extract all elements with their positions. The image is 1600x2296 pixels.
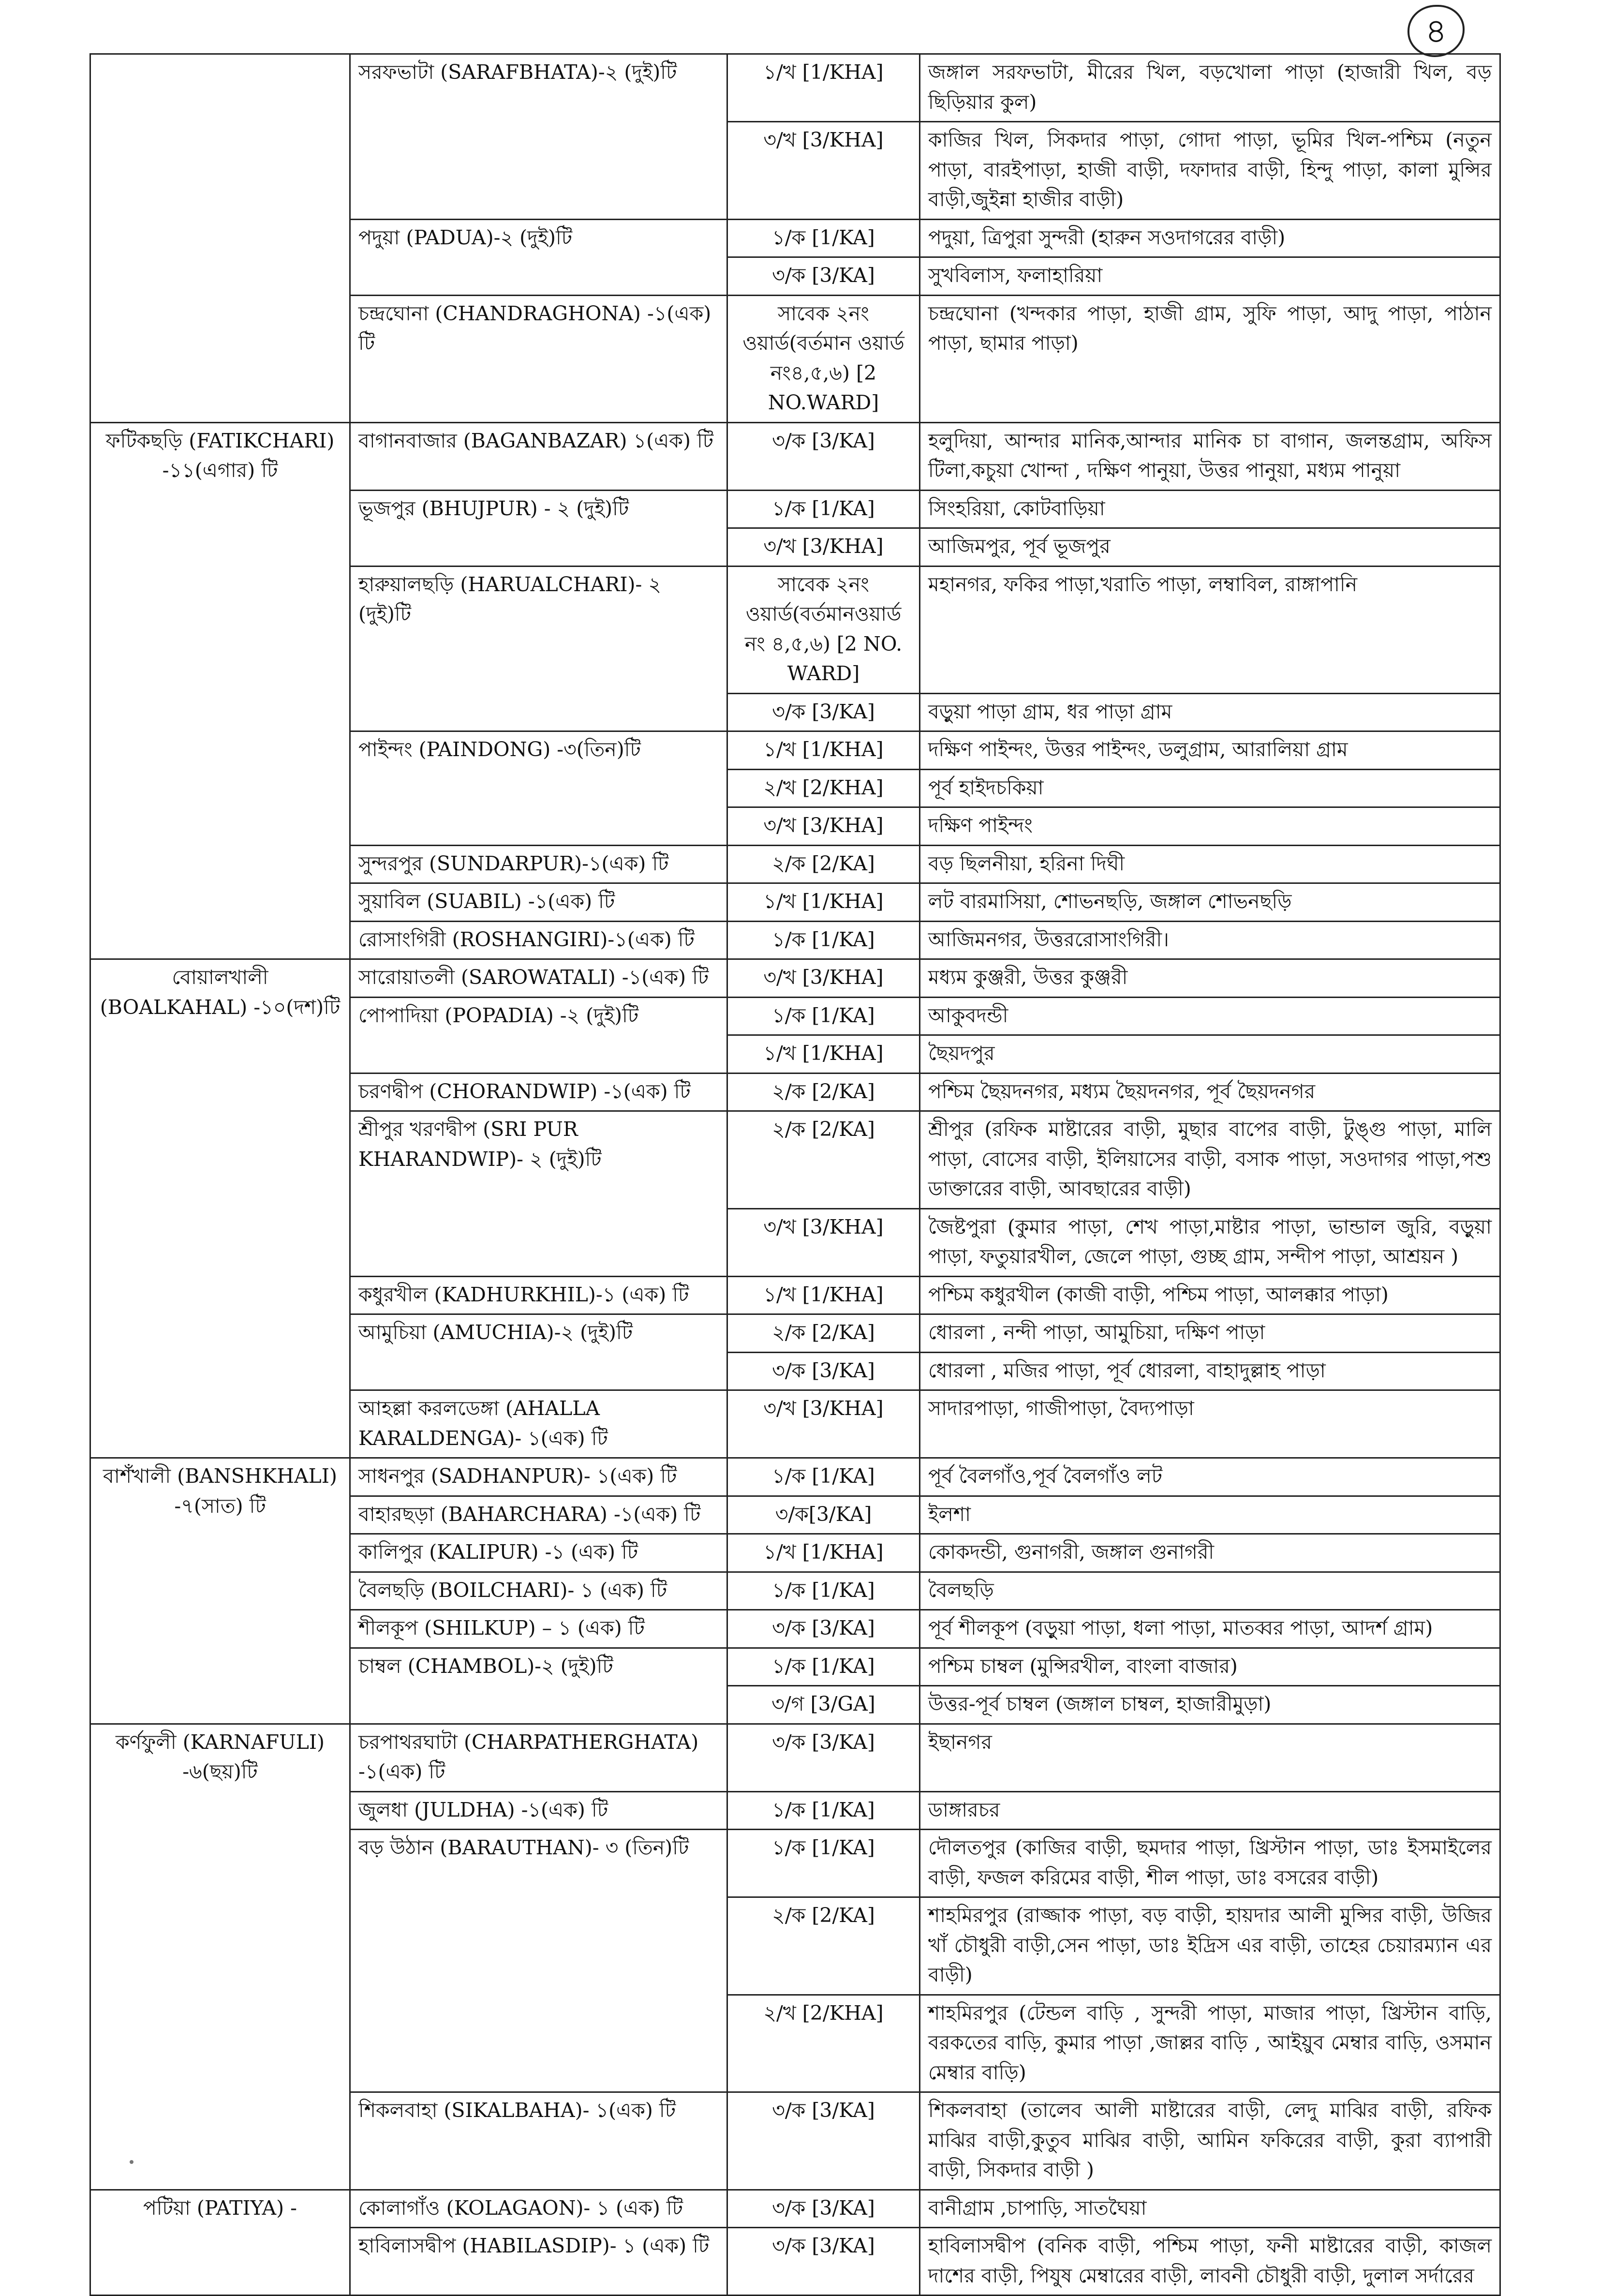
union-cell: পাইন্দং (PAINDONG) -৩(তিন)টি	[350, 731, 727, 846]
villages-cell: সুখবিলাস, ফলাহারিয়া	[920, 257, 1500, 296]
ward-cell: ১/ক [1/KA]	[727, 1830, 920, 1897]
union-cell: আহল্লা করলডেঙ্গা (AHALLA KARALDENGA)- ১(এক) টি	[350, 1390, 727, 1458]
upazila-cell: ফটিকছড়ি (FATIKCHARI) -১১(এগার) টি	[90, 422, 350, 959]
villages-cell: বড়ুয়া পাড়া গ্রাম, ধর পাড়া গ্রাম	[920, 693, 1500, 731]
union-cell: রোসাংগিরী (ROSHANGIRI)-১(এক) টি	[350, 921, 727, 959]
villages-cell: শ্রীপুর (রফিক মাষ্টারের বাড়ী, মুছার বাপের বাড়ী, টুঙ্গু পাড়া, মালি পাড়া, বোসের বাড়ী, ইলিয়াসের বাড়ী, বসাক পাড়া, সওদাগর পাড়া,পশু ডাক্তারের বাড়ী, আবছারের বাড়ী)	[920, 1111, 1500, 1209]
ward-cell: ১/ক [1/KA]	[727, 997, 920, 1035]
villages-cell: ইছানগর	[920, 1724, 1500, 1791]
villages-cell: পশ্চিম চাম্বল (মুন্সিরখীল, বাংলা বাজার)	[920, 1648, 1500, 1686]
villages-cell: পূর্ব শীলকূপ (বড়ুয়া পাড়া, ধলা পাড়া, মাতব্বর পাড়া, আদর্শ গ্রাম)	[920, 1610, 1500, 1648]
table-row	[90, 1724, 1500, 1791]
villages-cell: দৌলতপুর (কাজির বাড়ী, ছমদার পাড়া, খ্রিস্টান পাড়া, ডাঃ ইসমাইলের বাড়ী, ফজল করিমের বাড়ী, শীল পাড়া, ডাঃ বসরের বাড়ী)	[920, 1830, 1500, 1897]
table-row	[90, 2190, 1500, 2228]
ward-cell: ৩/ক [3/KA]	[727, 693, 920, 731]
ward-cell: ৩/গ [3/GA]	[727, 1686, 920, 1724]
villages-cell: শাহমিরপুর (রাজ্জাক পাড়া, বড় বাড়ী, হায়দার আলী মুন্সির বাড়ী, উজির খাঁ চৌধুরী বাড়ী,সেন পাড়া, ডাঃ ইদ্রিস এর বাড়ী, তাহের চেয়ারম্যান এর বাড়ী)	[920, 1897, 1500, 1995]
villages-cell: ধোরলা , নন্দী পাড়া, আমুচিয়া, দক্ষিণ পাড়া	[920, 1314, 1500, 1353]
ward-cell: ২/খ [2/KHA]	[727, 769, 920, 807]
union-cell: চরণদ্বীপ (CHORANDWIP) -১(এক) টি	[350, 1073, 727, 1111]
ward-cell: ৩/ক [3/KA]	[727, 2190, 920, 2228]
villages-cell: হাবিলাসদ্বীপ (বনিক বাড়ী, পশ্চিম পাড়া, ফনী মাষ্টারের বাড়ী, কাজল দাশের বাড়ী, পিযুষ মেম্বারের বাড়ী, লাবনী চৌধুরী বাড়ী, দুলাল সর্দারের	[920, 2228, 1500, 2296]
ward-cell: ৩/খ [3/KHA]	[727, 1208, 920, 1276]
union-cell: চন্দ্রঘোনা (CHANDRAGHONA) -১(এক) টি	[350, 295, 727, 422]
union-cell: হারুয়ালছড়ি (HARUALCHARI)- ২ (দুই)টি	[350, 566, 727, 731]
union-cell: পদুয়া (PADUA)-২ (দুই)টি	[350, 219, 727, 295]
ward-cell: ৩/ক [3/KA]	[727, 1610, 920, 1648]
ward-cell: সাবেক ২নং ওয়ার্ড(বর্তমানওয়ার্ড নং ৪,৫,৬) [2 NO. WARD]	[727, 566, 920, 693]
union-cell: হাবিলাসদ্বীপ (HABILASDIP)- ১ (এক) টি	[350, 2228, 727, 2296]
ward-cell: সাবেক ২নং ওয়ার্ড(বর্তমান ওয়ার্ড নং৪,৫,৬) [2 NO.WARD]	[727, 295, 920, 422]
ward-cell: ১/খ [1/KHA]	[727, 1534, 920, 1572]
villages-cell: সাদারপাড়া, গাজীপাড়া, বৈদ্যপাড়া	[920, 1390, 1500, 1458]
ward-cell: ২/ক [2/KA]	[727, 1314, 920, 1353]
upazila-cell: বাশঁখালী (BANSHKHALI) -৭(সাত) টি	[90, 1458, 350, 1724]
villages-cell: জৈষ্টপুরা (কুমার পাড়া, শেখ পাড়া,মাষ্টার পাড়া, ভান্ডাল জুরি, বড়ুয়া পাড়া, ফতুয়ারখীল, জেলে পাড়া, গুচ্ছ গ্রাম, সন্দীপ পাড়া, আশ্রয়ন )	[920, 1208, 1500, 1276]
villages-cell: বড় ছিলনীয়া, হরিনা দিঘী	[920, 845, 1500, 883]
union-cell: বাগানবাজার (BAGANBAZAR) ১(এক) টি	[350, 422, 727, 490]
union-cell: সারোয়াতলী (SAROWATALI) -১(এক) টি	[350, 959, 727, 998]
villages-cell: ধোরলা , মজির পাড়া, পূর্ব ধোরলা, বাহাদুল্লাহ পাড়া	[920, 1352, 1500, 1390]
ward-cell: ১/ক [1/KA]	[727, 1458, 920, 1496]
villages-cell: দক্ষিণ পাইন্দং	[920, 807, 1500, 846]
villages-cell: চন্দ্রঘোনা (খন্দকার পাড়া, হাজী গ্রাম, সুফি পাড়া, আদু পাড়া, পাঠান পাড়া, ছামার পাড়া)	[920, 295, 1500, 422]
villages-cell: মধ্যম কুঞ্জরী, উত্তর কুঞ্জরী	[920, 959, 1500, 998]
villages-cell: কোকদন্ডী, গুনাগরী, জঙ্গাল গুনাগরী	[920, 1534, 1500, 1572]
union-cell: সুন্দরপুর (SUNDARPUR)-১(এক) টি	[350, 845, 727, 883]
ward-cell: ৩/ক [3/KA]	[727, 2092, 920, 2190]
ward-cell: ৩/খ [3/KHA]	[727, 959, 920, 998]
villages-cell: মহানগর, ফকির পাড়া,খরাতি পাড়া, লম্বাবিল, রাঙ্গাপানি	[920, 566, 1500, 693]
union-cell: কোলাগাঁও (KOLAGAON)- ১ (এক) টি	[350, 2190, 727, 2228]
ward-cell: ২/ক [2/KA]	[727, 1897, 920, 1995]
union-cell: কধুরখীল (KADHURKHIL)-১ (এক) টি	[350, 1276, 727, 1314]
ward-cell: ৩/খ [3/KHA]	[727, 528, 920, 567]
ward-cell: ১/খ [1/KHA]	[727, 1035, 920, 1073]
villages-cell: সিংহরিয়া, কোটবাড়িয়া	[920, 490, 1500, 528]
ward-cell: ২/ক [2/KA]	[727, 845, 920, 883]
union-cell: শিকলবাহা (SIKALBAHA)- ১(এক) টি	[350, 2092, 727, 2190]
ward-cell: ৩/ক [3/KA]	[727, 1724, 920, 1791]
ward-cell: ৩/ক [3/KA]	[727, 422, 920, 490]
union-cell: কালিপুর (KALIPUR) -১ (এক) টি	[350, 1534, 727, 1572]
ward-cell: ৩/ক [3/KA]	[727, 2228, 920, 2296]
union-cell: চাম্বল (CHAMBOL)-২ (দুই)টি	[350, 1648, 727, 1724]
villages-cell: লট বারমাসিয়া, শোভনছড়ি, জঙ্গাল শোভনছড়ি	[920, 883, 1500, 922]
villages-cell: কাজির খিল, সিকদার পাড়া, গোদা পাড়া, ভূমির খিল-পশ্চিম (নতুন পাড়া, বারইপাড়া, হাজী বাড়ী, দফাদার বাড়ী, হিন্দু পাড়া, কালা মুন্সির বাড়ী,জুইন্না হাজীর বাড়ী)	[920, 122, 1500, 220]
ward-village-table	[89, 53, 1501, 2296]
ward-cell: ১/ক [1/KA]	[727, 1791, 920, 1830]
union-cell: শীলকূপ (SHILKUP) – ১ (এক) টি	[350, 1610, 727, 1648]
ward-cell: ১/খ [1/KHA]	[727, 883, 920, 922]
upazila-cell: কর্ণফুলী (KARNAFULI) -৬(ছয়)টি	[90, 1724, 350, 2190]
villages-cell: পশ্চিম কধুরখীল (কাজী বাড়ী, পশ্চিম পাড়া, আলক্কার পাড়া)	[920, 1276, 1500, 1314]
union-cell: সরফভাটা (SARAFBHATA)-২ (দুই)টি	[350, 54, 727, 220]
ward-cell: ২/খ [2/KHA]	[727, 1995, 920, 2092]
union-cell: জুলধা (JULDHA) -১(এক) টি	[350, 1791, 727, 1830]
union-cell: বাহারছড়া (BAHARCHARA) -১(এক) টি	[350, 1496, 727, 1534]
ward-cell: ৩/খ [3/KHA]	[727, 1390, 920, 1458]
villages-cell: আকুবদন্ডী	[920, 997, 1500, 1035]
villages-cell: জঙ্গাল সরফভাটা, মীরের খিল, বড়খোলা পাড়া (হাজারী খিল, বড় ছিড়িয়ার কুল)	[920, 54, 1500, 122]
villages-cell: পদুয়া, ত্রিপুরা সুন্দরী (হারুন সওদাগরের বাড়ী)	[920, 219, 1500, 257]
table-row	[90, 54, 1500, 122]
ward-cell: ১/ক [1/KA]	[727, 219, 920, 257]
villages-cell: আজিমপুর, পূর্ব ভূজপুর	[920, 528, 1500, 567]
union-cell: আমুচিয়া (AMUCHIA)-২ (দুই)টি	[350, 1314, 727, 1390]
table-row	[90, 1458, 1500, 1496]
ward-cell: ৩/ক [3/KA]	[727, 257, 920, 296]
table-row	[90, 959, 1500, 998]
villages-cell: শাহমিরপুর (টেন্ডল বাড়ি , সুন্দরী পাড়া, মাজার পাড়া, খ্রিস্টান বাড়ি, বরকতের বাড়ি, কুমার পাড়া ,জাল্লর বাড়ি , আইয়ুব মেম্বার বাড়ি, ওসমান মেম্বার বাড়ি)	[920, 1995, 1500, 2092]
union-cell: সুয়াবিল (SUABIL) -১(এক) টি	[350, 883, 727, 922]
union-cell: পোপাদিয়া (POPADIA) -২ (দুই)টি	[350, 997, 727, 1073]
ward-cell: ২/ক [2/KA]	[727, 1073, 920, 1111]
ward-cell: ১/খ [1/KHA]	[727, 731, 920, 770]
upazila-cell: পটিয়া (PATIYA) -	[90, 2190, 350, 2296]
union-cell: বৈলছড়ি (BOILCHARI)- ১ (এক) টি	[350, 1572, 727, 1610]
villages-cell: পূর্ব বৈলগাঁও,পূর্ব বৈলগাঁও লট	[920, 1458, 1500, 1496]
villages-cell: আজিমনগর, উত্তররোসাংগিরী।	[920, 921, 1500, 959]
villages-cell: হলুদিয়া, আন্দার মানিক,আন্দার মানিক চা বাগান, জলন্তগ্রাম, অফিস টিলা,কচুয়া খোন্দা , দক্ষিণ পানুয়া, উত্তর পানুয়া, মধ্যম পানুয়া	[920, 422, 1500, 490]
ward-cell: ১/ক [1/KA]	[727, 1572, 920, 1610]
villages-cell: পূর্ব হাইদচকিয়া	[920, 769, 1500, 807]
ward-cell: ৩/খ [3/KHA]	[727, 122, 920, 220]
ward-cell: ১/ক [1/KA]	[727, 490, 920, 528]
union-cell: সাধনপুর (SADHANPUR)- ১(এক) টি	[350, 1458, 727, 1496]
villages-cell: ডাঙ্গারচর	[920, 1791, 1500, 1830]
union-cell: শ্রীপুর খরণদ্বীপ (SRI PUR KHARANDWIP)- ২ (দুই)টি	[350, 1111, 727, 1277]
ward-cell: ৩/ক[3/KA]	[727, 1496, 920, 1534]
ward-cell: ৩/খ [3/KHA]	[727, 807, 920, 846]
villages-cell: ইলশা	[920, 1496, 1500, 1534]
ward-cell: ১/খ [1/KHA]	[727, 1276, 920, 1314]
union-cell: ভূজপুর (BHUJPUR) - ২ (দুই)টি	[350, 490, 727, 566]
page-number: ৪	[1407, 5, 1465, 57]
union-cell: চরপাথরঘাটা (CHARPATHERGHATA) -১(এক) টি	[350, 1724, 727, 1791]
ward-cell: ১/খ [1/KHA]	[727, 54, 920, 122]
ward-cell: ১/ক [1/KA]	[727, 1648, 920, 1686]
union-cell: বড় উঠান (BARAUTHAN)- ৩ (তিন)টি	[350, 1830, 727, 2092]
ward-cell: ১/ক [1/KA]	[727, 921, 920, 959]
table-row	[90, 422, 1500, 490]
villages-cell: বানীগ্রাম ,চাপাড়ি, সাতঘৈয়া	[920, 2190, 1500, 2228]
villages-cell: শিকলবাহা (তালেব আলী মাষ্টারের বাড়ী, লেদু মাঝির বাড়ী, রফিক মাঝির বাড়ী,কুতুব মাঝির বাড়ী, আমিন ফকিরের বাড়ী, কুরা ব্যাপারী বাড়ী, সিকদার বাড়ী )	[920, 2092, 1500, 2190]
scan-dot	[130, 2160, 133, 2164]
villages-cell: উত্তর-পূর্ব চাম্বল (জঙ্গাল চাম্বল, হাজারীমুড়া)	[920, 1686, 1500, 1724]
villages-cell: বৈলছড়ি	[920, 1572, 1500, 1610]
upazila-cell: বোয়ালখালী (BOALKAHAL) -১০(দশ)টি	[90, 959, 350, 1458]
upazila-cell	[90, 54, 350, 423]
villages-cell: পশ্চিম ছৈয়দনগর, মধ্যম ছৈয়দনগর, পূর্ব ছৈয়দনগর	[920, 1073, 1500, 1111]
villages-cell: ছৈয়দপুর	[920, 1035, 1500, 1073]
ward-cell: ২/ক [2/KA]	[727, 1111, 920, 1209]
villages-cell: দক্ষিণ পাইন্দং, উত্তর পাইন্দং, ডলুগ্রাম, আরালিয়া গ্রাম	[920, 731, 1500, 770]
ward-cell: ৩/ক [3/KA]	[727, 1352, 920, 1390]
